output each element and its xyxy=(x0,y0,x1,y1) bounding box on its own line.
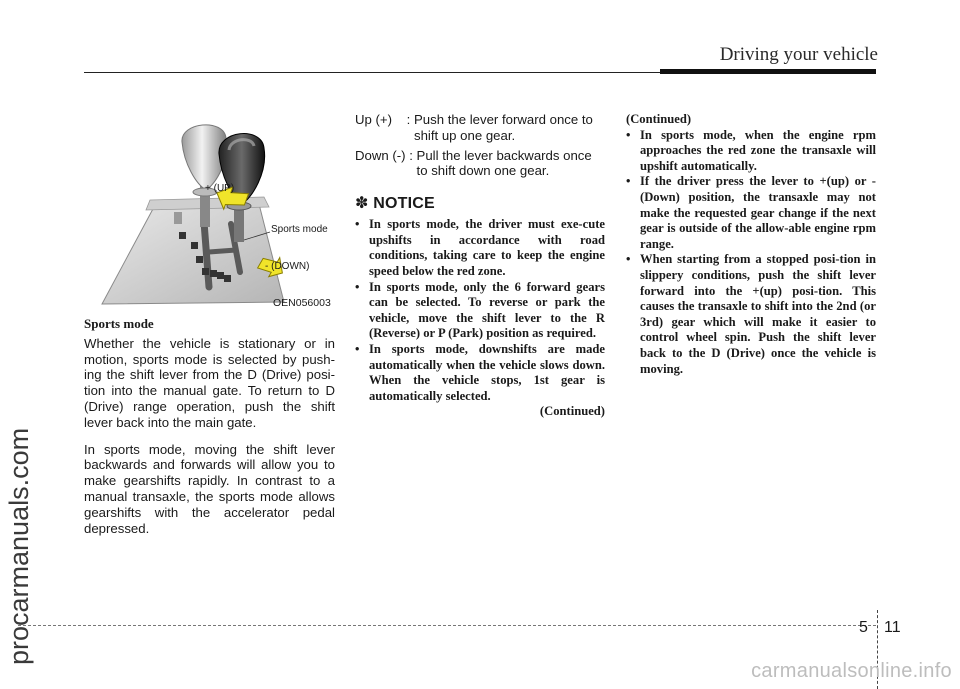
section-header-title: Driving your vehicle xyxy=(719,44,878,65)
page-number: 11 xyxy=(884,619,901,636)
paragraph-sports-mode-gearshift: In sports mode, moving the shift lever backwards and forwards will allow you to make gearshifts rapidly. In contrast to a manual transaxle, the sports mode allows gearshifts with the accelerator pedal depressed. xyxy=(84,441,335,536)
notice-item: • In sports mode, only the 6 forward gears can be selected. To reverse or park the vehicle, move the shift lever to the R (Reverse) or P (Park) position as required. xyxy=(355,280,605,342)
gate-plate xyxy=(102,204,284,304)
section-number: 5 xyxy=(859,619,868,636)
notice-item: • In sports mode, the driver must exe-cute upshifts in accordance with road conditions, taking care to keep the engine speed below the red zone. xyxy=(355,217,605,279)
down-value: Pull the lever backwards once to shift down one gear. xyxy=(416,147,592,179)
column-2 xyxy=(355,112,605,420)
footer-rule xyxy=(18,625,876,626)
up-value: Push the lever forward once to shift up one gear. xyxy=(414,112,593,143)
notice-item: • If the driver press the lever to +(up) or -(Down) position, the transaxle may not make the requested gear change if the next gear is outside of the allow-able engine rpm range. xyxy=(626,174,876,252)
label-down: - (DOWN) xyxy=(265,261,310,272)
continued-label: (Continued) xyxy=(539,404,605,419)
notice-item: • In sports mode, downshifts are made automatically when the vehicle slows down. When the vehicle stops, 1st gear is automatically selected. xyxy=(355,342,605,404)
up-key: Up (+) : xyxy=(355,112,414,127)
side-watermark: procarmanuals.com xyxy=(4,427,34,665)
figure-code: OEN056003 xyxy=(273,297,331,309)
notice-list-continued xyxy=(626,128,876,378)
notice-heading: ✽ NOTICE xyxy=(355,195,435,213)
header-rule xyxy=(84,72,660,73)
paragraph-sports-mode-select: Whether the vehicle is stationary or in motion, sports mode is selected by push-ing the shift lever from the D (Drive) posi-tion into the manual gate. To return to D (Drive) range operation, push the shift lever back into the main gate. xyxy=(84,335,335,430)
label-up: + (UP) xyxy=(205,183,235,194)
down-definition xyxy=(355,148,605,180)
shift-lever-illustration xyxy=(84,112,335,312)
notice-list xyxy=(355,217,605,404)
notice-item: • When starting from a stopped posi-tion in slippery conditions, push the shift lever forward into the +(up) posi-tion. This causes the transaxle to shift into the 2nd (or 3rd) gear which will make it easier to control wheel spin. Push the shift lever back to the D (Drive) once the vehicle is moving. xyxy=(626,252,876,377)
sports-mode-subheading: Sports mode xyxy=(84,316,154,331)
up-definition xyxy=(355,112,605,144)
footer-watermark: carmanualsonline.info xyxy=(751,660,952,682)
header-accent-bar xyxy=(660,69,876,74)
label-sports-mode: Sports mode xyxy=(271,224,328,235)
up-down-definitions xyxy=(355,112,605,179)
notice-item: • In sports mode, when the engine rpm approaches the red zone the transaxle will upshift automatically. xyxy=(626,128,876,175)
column-3 xyxy=(626,112,876,377)
continued-label: (Continued) xyxy=(626,112,692,126)
shift-lever-drawing xyxy=(84,112,335,312)
down-key: Down (-) : xyxy=(355,147,417,163)
column-1 xyxy=(84,316,335,547)
